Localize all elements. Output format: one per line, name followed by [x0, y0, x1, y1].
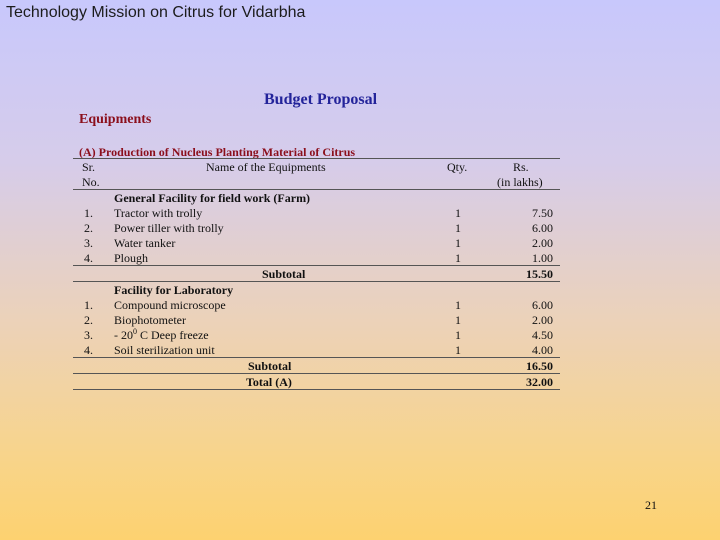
row-sr: 4. [84, 251, 93, 265]
group-title-laboratory: Facility for Laboratory [114, 283, 234, 297]
row-qty: 1 [455, 328, 461, 342]
col-header-name: Name of the Equipments [206, 160, 326, 174]
equipments-subheading: Equipments [79, 112, 152, 127]
page-number: 21 [645, 498, 657, 512]
row-sr: 2. [84, 313, 93, 327]
row-rs: 4.00 [532, 343, 553, 357]
row-name-superscript: 0 [133, 327, 137, 336]
row-rs: 6.00 [532, 298, 553, 312]
row-sr: 4. [84, 343, 93, 357]
col-header-rs-line1: Rs. [513, 160, 529, 174]
budget-proposal-heading: Budget Proposal [264, 91, 378, 108]
col-header-sr-line1: Sr. [82, 160, 96, 174]
row-name-prefix: - 20 [114, 328, 133, 342]
row-name: Soil sterilization unit [114, 343, 215, 357]
row-qty: 1 [455, 236, 461, 250]
subtotal-value: 16.50 [526, 359, 553, 373]
row-rs: 7.50 [532, 206, 553, 220]
table-bottom-rule [73, 389, 560, 390]
total-value: 32.00 [526, 375, 553, 389]
row-name-suffix: C Deep freeze [137, 328, 209, 342]
row-name: Compound microscope [114, 298, 226, 312]
row-rs: 2.00 [532, 236, 553, 250]
col-header-qty: Qty. [447, 160, 468, 174]
row-name [114, 328, 209, 342]
row-sr: 2. [84, 221, 93, 235]
subtotal-top-rule [73, 357, 560, 358]
row-sr: 1. [84, 298, 93, 312]
total-label: Total (A) [246, 375, 292, 389]
subtotal-bottom-rule [73, 281, 560, 282]
row-qty: 1 [455, 313, 461, 327]
group-title-farm: General Facility for field work (Farm) [114, 191, 311, 205]
subtotal-label: Subtotal [262, 267, 306, 281]
row-rs: 6.00 [532, 221, 553, 235]
row-name: Tractor with trolly [114, 206, 203, 220]
total-top-rule [73, 373, 560, 374]
row-name: Biophotometer [114, 313, 186, 327]
row-sr: 3. [84, 328, 93, 342]
row-rs: 4.50 [532, 328, 553, 342]
subtotal-label: Subtotal [248, 359, 292, 373]
row-qty: 1 [455, 343, 461, 357]
header-bottom-rule [73, 189, 560, 190]
row-name: Power tiller with trolly [114, 221, 224, 235]
table-top-rule [73, 158, 560, 159]
row-name: Water tanker [114, 236, 176, 250]
row-sr: 1. [84, 206, 93, 220]
col-header-rs-line2: (in lakhs) [497, 175, 543, 189]
row-qty: 1 [455, 298, 461, 312]
slide-header-title: Technology Mission on Citrus for Vidarbha [6, 4, 306, 21]
row-qty: 1 [455, 251, 461, 265]
row-sr: 3. [84, 236, 93, 250]
row-rs: 2.00 [532, 313, 553, 327]
row-name: Plough [114, 251, 149, 265]
subtotal-top-rule [73, 265, 560, 266]
section-a-title: (A) Production of Nucleus Planting Material of Citrus [79, 145, 356, 159]
subtotal-value: 15.50 [526, 267, 553, 281]
col-header-sr-line2: No. [82, 175, 100, 189]
row-qty: 1 [455, 221, 461, 235]
row-rs: 1.00 [532, 251, 553, 265]
row-qty: 1 [455, 206, 461, 220]
